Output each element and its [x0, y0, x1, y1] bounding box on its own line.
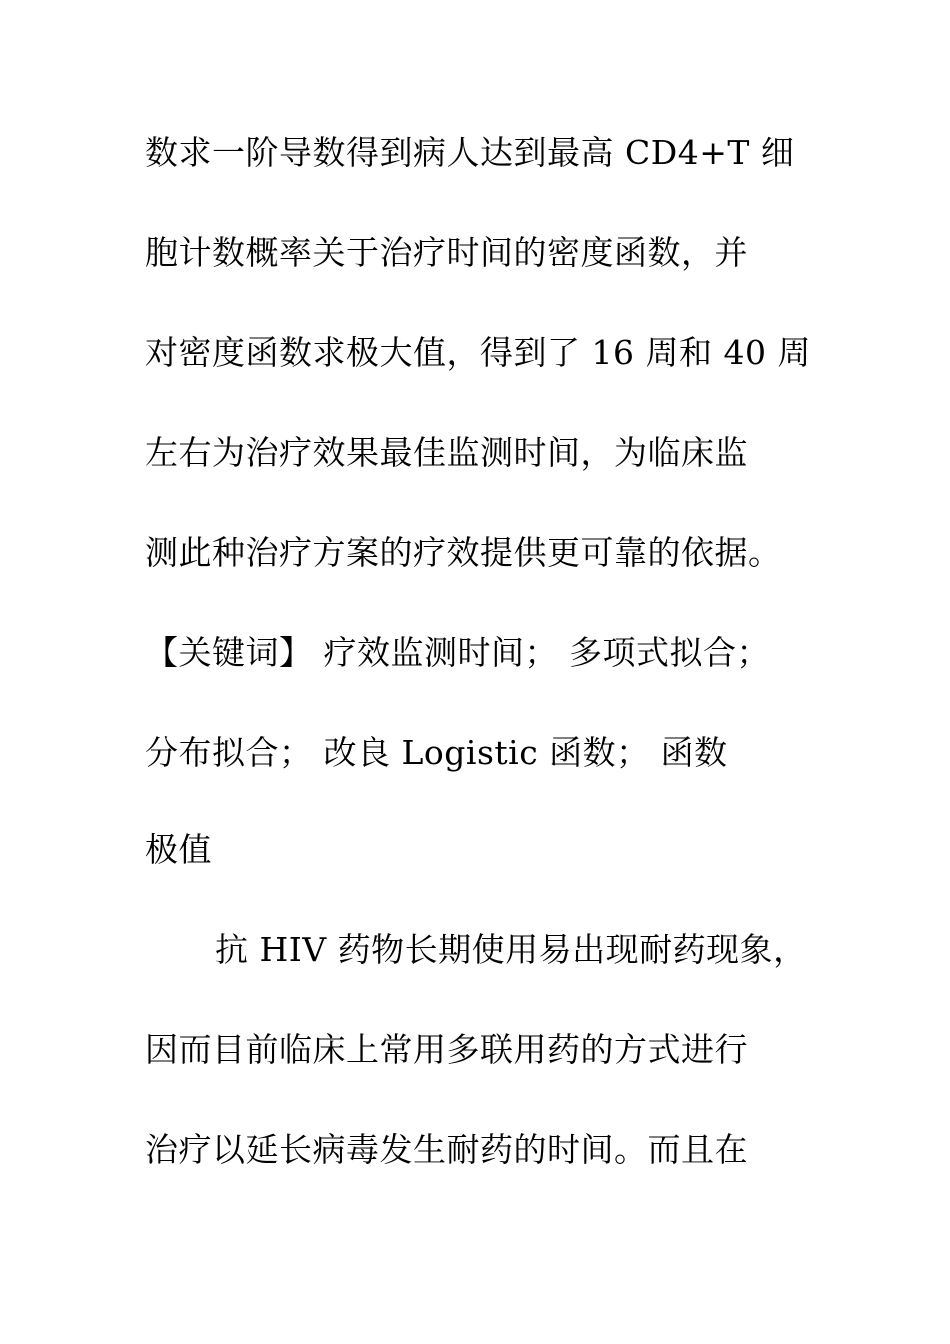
abstract-line-3: 对密度函数求极大值，得到了 16 周和 40 周 [145, 333, 811, 372]
keywords-line-3: 极值 [145, 830, 212, 869]
keywords-line-1: 【关键词】 疗效监测时间； 多项式拟合； [145, 633, 770, 672]
body-line-1: 抗 HIV 药物长期使用易出现耐药现象， [215, 930, 807, 969]
abstract-line-5: 测此种治疗方案的疗效提供更可靠的依据。 [145, 533, 782, 572]
body-line-2: 因而目前临床上常用多联用药的方式进行 [145, 1030, 748, 1069]
body-line-3: 治疗以延长病毒发生耐药的时间。而且在 [145, 1130, 748, 1169]
abstract-line-1: 数求一阶导数得到病人达到最高 CD4+T 细 [145, 133, 795, 172]
abstract-line-4: 左右为治疗效果最佳监测时间，为临床监 [145, 433, 748, 472]
abstract-line-2: 胞计数概率关于治疗时间的密度函数，并 [145, 233, 748, 272]
keywords-line-2: 分布拟合； 改良 Logistic 函数； 函数 [145, 733, 728, 772]
